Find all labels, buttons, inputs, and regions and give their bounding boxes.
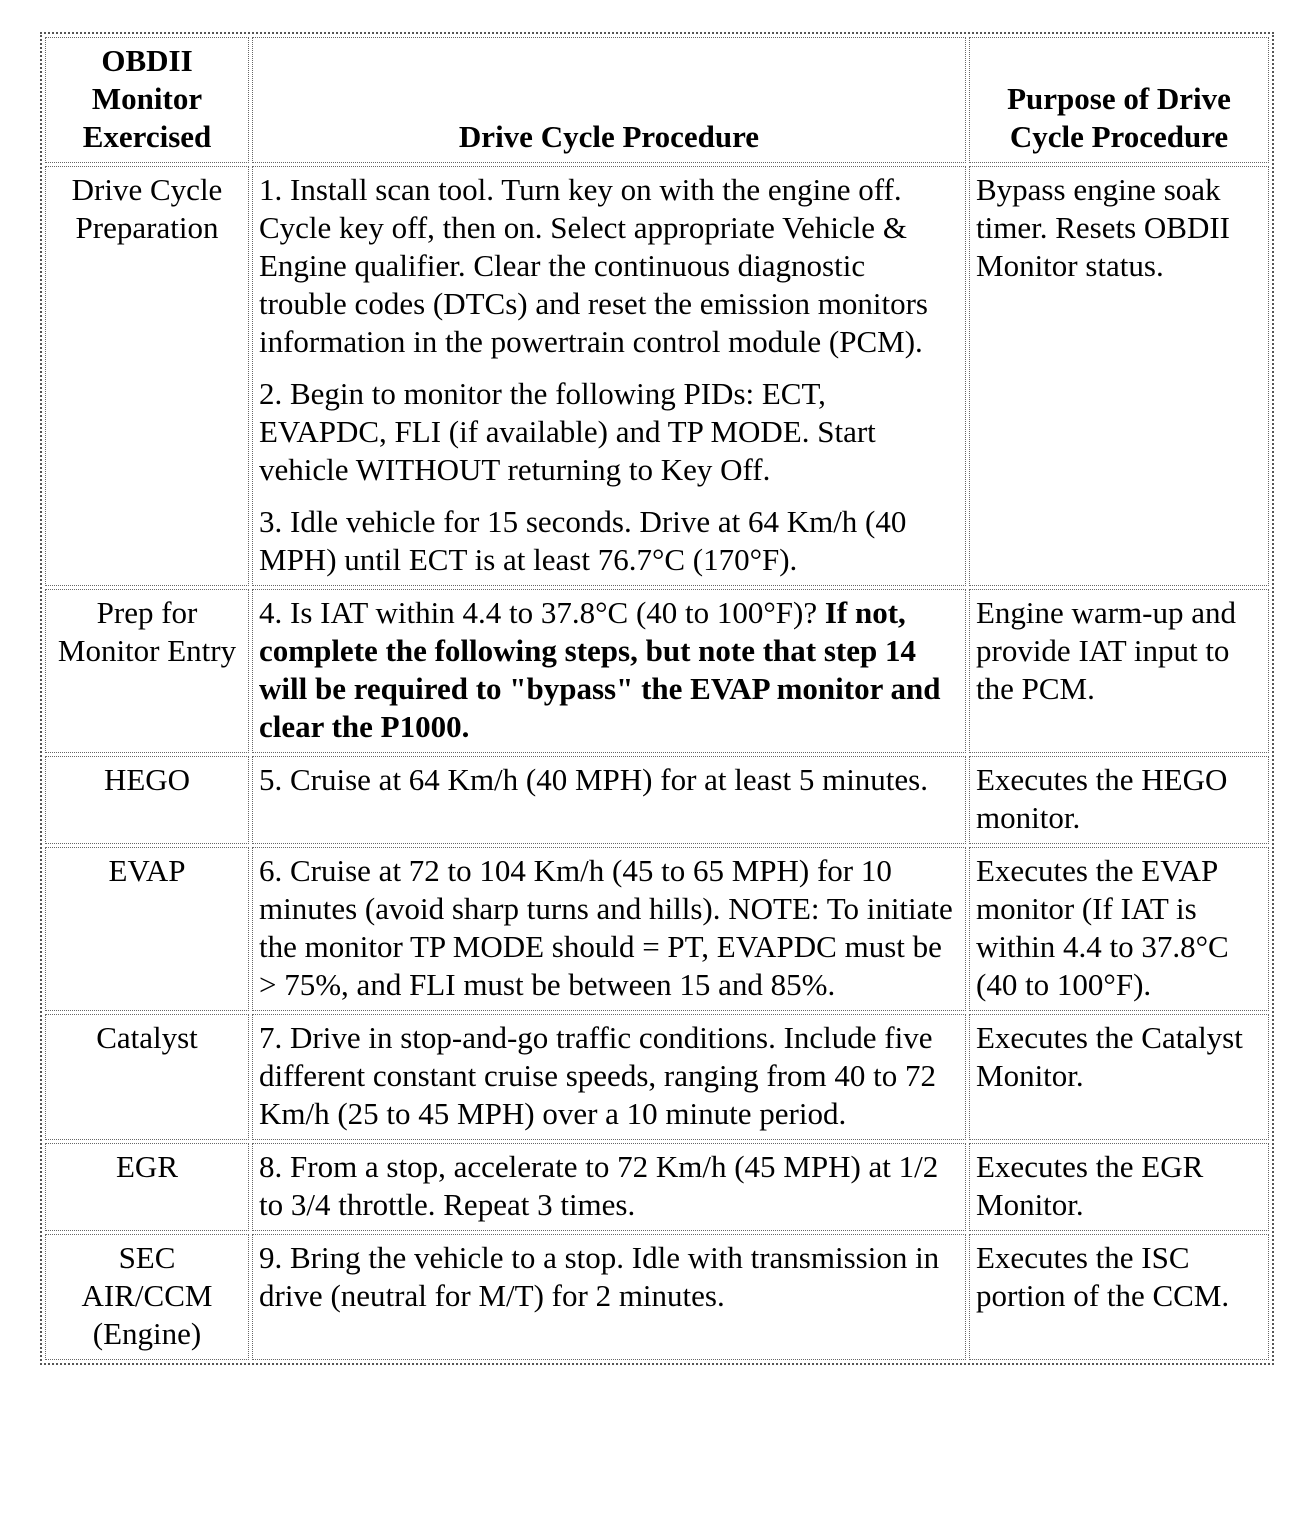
procedure-cell: 7. Drive in stop-and-go traffic conditions. Include five different constant cruise speeds, ranging from 40 to 72 Km/h (25 to 45 MPH) over a 10 minute period. xyxy=(252,1014,966,1140)
purpose-cell: Bypass engine soak timer. Resets OBDII Monitor status. xyxy=(969,166,1269,586)
procedure-cell xyxy=(252,166,966,586)
header-row xyxy=(45,37,1269,163)
purpose-cell: Executes the ISC portion of the CCM. xyxy=(969,1234,1269,1360)
step-warning-text: If not, complete the following steps, but note that step 14 will be required to "bypass" the EVAP monitor and clear the P1000. xyxy=(259,595,941,744)
table-row xyxy=(45,589,1269,753)
header-monitor: OBDII Monitor Exercised xyxy=(45,37,249,163)
table-row xyxy=(45,166,1269,586)
monitor-cell: EVAP xyxy=(45,847,249,1011)
procedure-cell: 6. Cruise at 72 to 104 Km/h (45 to 65 MPH) for 10 minutes (avoid sharp turns and hills). NOTE: To initiate the monitor TP MODE should = PT, EVAPDC must be > 75%, and FLI must be between 15 and 85%. xyxy=(252,847,966,1011)
header-purpose: Purpose of Drive Cycle Procedure xyxy=(969,37,1269,163)
purpose-cell: Executes the Catalyst Monitor. xyxy=(969,1014,1269,1140)
monitor-cell: Catalyst xyxy=(45,1014,249,1140)
procedure-cell: 9. Bring the vehicle to a stop. Idle with transmission in drive (neutral for M/T) for 2 minutes. xyxy=(252,1234,966,1360)
procedure-cell: 5. Cruise at 64 Km/h (40 MPH) for at least 5 minutes. xyxy=(252,756,966,844)
monitor-cell: SEC AIR/CCM (Engine) xyxy=(45,1234,249,1360)
procedure-cell: 8. From a stop, accelerate to 72 Km/h (45 MPH) at 1/2 to 3/4 throttle. Repeat 3 times. xyxy=(252,1143,966,1231)
purpose-cell: Executes the EVAP monitor (If IAT is within 4.4 to 37.8°C (40 to 100°F). xyxy=(969,847,1269,1011)
monitor-cell: EGR xyxy=(45,1143,249,1231)
table-row xyxy=(45,1143,1269,1231)
table-row xyxy=(45,756,1269,844)
purpose-cell: Engine warm-up and provide IAT input to the PCM. xyxy=(969,589,1269,753)
step-text: 4. Is IAT within 4.4 to 37.8°C (40 to 100°F)? xyxy=(259,595,825,630)
step-text: 1. Install scan tool. Turn key on with the engine off. Cycle key off, then on. Select appropriate Vehicle & Engine qualifier. Clear the continuous diagnostic trouble codes (DTCs) and reset the emission monitors information in the powertrain control module (PCM). xyxy=(259,172,928,359)
procedure-cell xyxy=(252,589,966,753)
header-procedure: Drive Cycle Procedure xyxy=(252,37,966,163)
purpose-cell: Executes the HEGO monitor. xyxy=(969,756,1269,844)
table-row xyxy=(45,847,1269,1011)
purpose-cell: Executes the EGR Monitor. xyxy=(969,1143,1269,1231)
monitor-cell: HEGO xyxy=(45,756,249,844)
monitor-cell: Prep for Monitor Entry xyxy=(45,589,249,753)
step-text: 2. Begin to monitor the following PIDs: ECT, EVAPDC, FLI (if available) and TP MODE. Start vehicle WITHOUT returning to Key Off. xyxy=(259,376,876,487)
table-row xyxy=(45,1234,1269,1360)
table-row xyxy=(45,1014,1269,1140)
monitor-cell: Drive Cycle Preparation xyxy=(45,166,249,586)
drive-cycle-table xyxy=(40,32,1274,1365)
step-text: 3. Idle vehicle for 15 seconds. Drive at 64 Km/h (40 MPH) until ECT is at least 76.7°C (170°F). xyxy=(259,504,907,577)
